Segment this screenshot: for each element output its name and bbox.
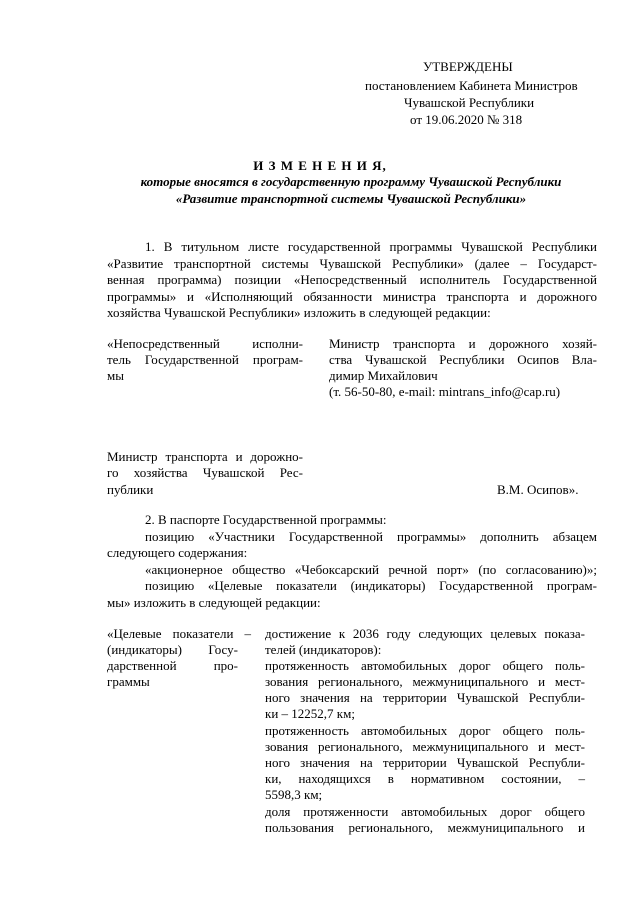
title-heading: И З М Е Н Е Н И Я,: [253, 158, 387, 173]
table-left-cell: мы: [107, 368, 124, 383]
table-left-cell: (индикаторы) Госу-: [107, 642, 238, 657]
approval-date: от 19.06.2020 № 318: [410, 112, 523, 127]
paragraph-line: 2. В паспорте Государственной программы:: [145, 512, 387, 527]
table-left-cell: «Целевые показатели –: [107, 626, 251, 641]
table-right-cell: зования регионального, межмуниципального и мест-: [265, 674, 585, 689]
paragraph-line: позицию «Целевые показатели (индикаторы) Государственной програм-: [145, 578, 597, 593]
paragraph-line: «Развитие транспортной системы Чувашской Республики» (далее – Государст-: [107, 256, 597, 271]
paragraph-line: следующего содержания:: [107, 545, 248, 560]
table-right-cell: (т. 56-50-80, e-mail: mintrans_info@cap.ru): [329, 384, 561, 399]
table-left-cell: дарственной про-: [107, 658, 238, 673]
paragraph-line: хозяйства Чувашской Республики» изложить в следующей редакции:: [107, 305, 491, 320]
title-subtitle: «Развитие транспортной системы Чувашской Республики»: [175, 191, 527, 206]
table-right-cell: ного значения на территории Чувашской Республи-: [265, 755, 585, 770]
table-right-cell: протяженность автомобильных дорог общего поль-: [265, 723, 585, 738]
paragraph-line: 1. В титульном листе государственной программы Чувашской Республики: [145, 239, 597, 254]
table-left-cell: граммы: [107, 674, 150, 689]
signature-title: го хозяйства Чувашской Рес-: [107, 465, 303, 480]
table-right-cell: достижение к 2036 году следующих целевых показа-: [265, 626, 585, 641]
table-right-cell: димир Михайлович: [329, 368, 438, 383]
table-left-cell: тель Государственной програм-: [107, 352, 303, 367]
paragraph-line: позицию «Участники Государственной программы» дополнить абзацем: [145, 529, 597, 544]
paragraph-line: программы» и «Исполняющий обязанности министра транспорта и дорожного: [107, 289, 597, 304]
signature-title: Министр транспорта и дорожно-: [107, 449, 303, 464]
table-right-cell: ства Чувашской Республики Осипов Вла-: [329, 352, 597, 367]
paragraph-line: «акционерное общество «Чебоксарский речной порт» (по согласованию)»;: [145, 562, 597, 577]
table-right-cell: доля протяженности автомобильных дорог общего: [265, 804, 585, 819]
title-subtitle: которые вносятся в государственную программу Чувашской Республики: [140, 174, 562, 189]
signature-name: В.М. Осипов».: [497, 482, 579, 497]
approval-line: Чувашской Республики: [404, 95, 535, 110]
table-right-cell: ного значения на территории Чувашской Республи-: [265, 690, 585, 705]
table-right-cell: ки, находящихся в нормативном состоянии, –: [265, 771, 585, 786]
paragraph-line: венная программа) позиции «Непосредственный исполнитель Государственной: [107, 272, 597, 287]
table-right-cell: протяженность автомобильных дорог общего поль-: [265, 658, 585, 673]
table-right-cell: Министр транспорта и дорожного хозяй-: [329, 336, 597, 351]
table-right-cell: телей (индикаторов):: [265, 642, 382, 657]
paragraph-line: мы» изложить в следующей редакции:: [107, 595, 321, 610]
approval-title: УТВЕРЖДЕНЫ: [423, 59, 513, 74]
signature-title: публики: [107, 482, 154, 497]
table-right-cell: пользования регионального, межмуниципального и: [265, 820, 585, 835]
table-right-cell: 5598,3 км;: [265, 787, 323, 802]
approval-line: постановлением Кабинета Министров: [365, 78, 578, 93]
table-right-cell: ки – 12252,7 км;: [265, 706, 355, 721]
table-left-cell: «Непосредственный исполни-: [107, 336, 303, 351]
table-right-cell: зования регионального, межмуниципального и мест-: [265, 739, 585, 754]
